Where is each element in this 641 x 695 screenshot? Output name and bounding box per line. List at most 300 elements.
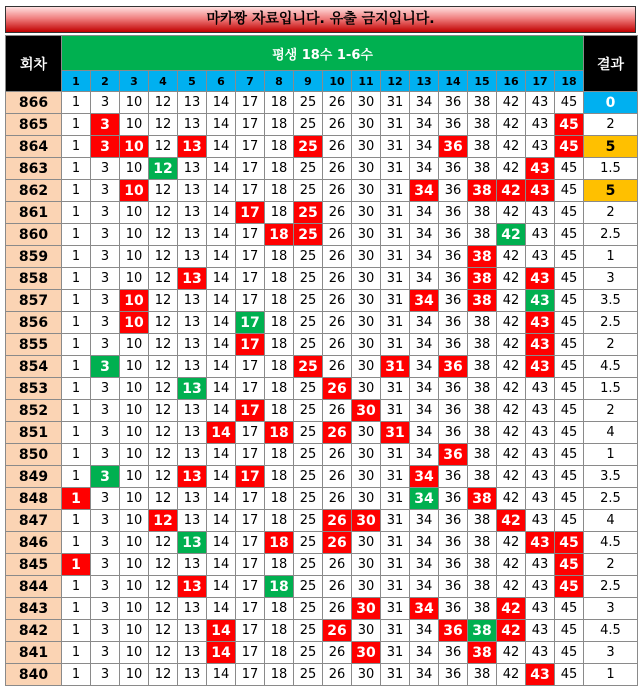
number-cell: 25 [294, 136, 323, 158]
number-cell: 30 [352, 290, 381, 312]
number-cell: 45 [555, 510, 584, 532]
number-cell: 45 [555, 312, 584, 334]
number-cell: 14 [207, 92, 236, 114]
number-cell: 26 [323, 466, 352, 488]
number-cell: 42 [497, 268, 526, 290]
number-cell: 43 [526, 664, 555, 686]
number-cell: 45 [555, 576, 584, 598]
number-cell: 26 [323, 510, 352, 532]
result-cell: 4.5 [584, 356, 638, 378]
result-cell: 4 [584, 510, 638, 532]
column-number-header: 5 [178, 71, 207, 92]
number-cell: 17 [236, 422, 265, 444]
number-cell: 1 [62, 664, 91, 686]
number-cell: 30 [352, 268, 381, 290]
result-cell: 2.5 [584, 576, 638, 598]
number-cell: 31 [381, 488, 410, 510]
number-cell: 12 [149, 444, 178, 466]
number-cell: 3 [91, 158, 120, 180]
grid-body [6, 92, 638, 686]
number-cell: 26 [323, 400, 352, 422]
number-cell: 34 [410, 158, 439, 180]
number-cell: 10 [120, 576, 149, 598]
table-row [6, 268, 638, 290]
number-cell: 1 [62, 224, 91, 246]
round-cell: 850 [6, 444, 62, 466]
number-cell: 42 [497, 642, 526, 664]
number-cell: 43 [526, 598, 555, 620]
number-cell: 30 [352, 554, 381, 576]
number-cell: 14 [207, 158, 236, 180]
number-cell: 10 [120, 268, 149, 290]
round-cell: 841 [6, 642, 62, 664]
number-cell: 26 [323, 114, 352, 136]
number-cell: 36 [439, 400, 468, 422]
number-cell: 10 [120, 136, 149, 158]
number-cell: 42 [497, 510, 526, 532]
number-cell: 45 [555, 180, 584, 202]
number-cell: 25 [294, 642, 323, 664]
number-cell: 45 [555, 290, 584, 312]
number-cell: 10 [120, 510, 149, 532]
number-cell: 1 [62, 466, 91, 488]
number-cell: 1 [62, 642, 91, 664]
table-row [6, 400, 638, 422]
number-cell: 30 [352, 246, 381, 268]
number-cell: 26 [323, 92, 352, 114]
number-cell: 45 [555, 488, 584, 510]
number-cell: 42 [497, 290, 526, 312]
result-cell: 3 [584, 598, 638, 620]
number-cell: 10 [120, 180, 149, 202]
number-cell: 17 [236, 356, 265, 378]
result-cell: 2 [584, 334, 638, 356]
number-cell: 36 [439, 202, 468, 224]
column-number-header: 13 [410, 71, 439, 92]
number-cell: 34 [410, 532, 439, 554]
table-row [6, 510, 638, 532]
table-row [6, 444, 638, 466]
number-cell: 45 [555, 532, 584, 554]
number-cell: 43 [526, 290, 555, 312]
number-cell: 31 [381, 356, 410, 378]
number-cell: 42 [497, 532, 526, 554]
number-cell: 17 [236, 488, 265, 510]
number-cell: 12 [149, 400, 178, 422]
round-cell: 855 [6, 334, 62, 356]
number-cell: 38 [468, 268, 497, 290]
number-cell: 38 [468, 466, 497, 488]
result-cell: 5 [584, 136, 638, 158]
number-cell: 10 [120, 356, 149, 378]
number-cell: 3 [91, 444, 120, 466]
number-cell: 30 [352, 224, 381, 246]
number-cell: 3 [91, 92, 120, 114]
column-number-header: 16 [497, 71, 526, 92]
number-cell: 30 [352, 334, 381, 356]
table-row [6, 356, 638, 378]
table-row [6, 378, 638, 400]
number-cell: 34 [410, 224, 439, 246]
number-cell: 3 [91, 180, 120, 202]
number-cell: 31 [381, 246, 410, 268]
number-cell: 10 [120, 334, 149, 356]
number-cell: 34 [410, 290, 439, 312]
number-cell: 12 [149, 224, 178, 246]
column-number-header: 3 [120, 71, 149, 92]
number-cell: 25 [294, 532, 323, 554]
number-cell: 31 [381, 224, 410, 246]
number-cell: 31 [381, 466, 410, 488]
number-cell: 26 [323, 180, 352, 202]
table-row [6, 664, 638, 686]
number-cell: 1 [62, 268, 91, 290]
number-cell: 34 [410, 488, 439, 510]
number-cell: 17 [236, 334, 265, 356]
number-cell: 31 [381, 642, 410, 664]
number-cell: 10 [120, 422, 149, 444]
number-cell: 26 [323, 620, 352, 642]
number-cell: 34 [410, 664, 439, 686]
number-cell: 25 [294, 92, 323, 114]
number-cell: 34 [410, 202, 439, 224]
number-cell: 25 [294, 224, 323, 246]
round-cell: 842 [6, 620, 62, 642]
number-cell: 1 [62, 136, 91, 158]
table-row [6, 488, 638, 510]
number-cell: 31 [381, 312, 410, 334]
number-cell: 36 [439, 642, 468, 664]
number-cell: 26 [323, 576, 352, 598]
number-cell: 26 [323, 378, 352, 400]
number-cell: 25 [294, 334, 323, 356]
number-cell: 10 [120, 664, 149, 686]
number-cell: 17 [236, 466, 265, 488]
number-cell: 36 [439, 180, 468, 202]
number-cell: 13 [178, 202, 207, 224]
number-cell: 12 [149, 158, 178, 180]
number-cell: 36 [439, 136, 468, 158]
number-cell: 13 [178, 532, 207, 554]
round-cell: 843 [6, 598, 62, 620]
number-cell: 13 [178, 422, 207, 444]
number-cell: 17 [236, 114, 265, 136]
round-cell: 859 [6, 246, 62, 268]
number-cell: 26 [323, 664, 352, 686]
table-row [6, 620, 638, 642]
number-cell: 31 [381, 202, 410, 224]
table-row [6, 246, 638, 268]
number-cell: 10 [120, 158, 149, 180]
number-cell: 25 [294, 598, 323, 620]
number-cell: 1 [62, 400, 91, 422]
round-cell: 844 [6, 576, 62, 598]
number-cell: 43 [526, 114, 555, 136]
number-cell: 36 [439, 224, 468, 246]
number-cell: 45 [555, 114, 584, 136]
number-cell: 25 [294, 246, 323, 268]
number-cell: 1 [62, 158, 91, 180]
number-cell: 36 [439, 378, 468, 400]
number-cell: 25 [294, 466, 323, 488]
number-cell: 17 [236, 554, 265, 576]
number-cell: 18 [265, 224, 294, 246]
number-cell: 12 [149, 642, 178, 664]
result-cell: 3 [584, 642, 638, 664]
number-cell: 34 [410, 598, 439, 620]
number-cell: 36 [439, 444, 468, 466]
number-cell: 13 [178, 554, 207, 576]
result-cell: 1 [584, 444, 638, 466]
column-number-header: 18 [555, 71, 584, 92]
number-cell: 34 [410, 92, 439, 114]
result-cell: 3.5 [584, 290, 638, 312]
number-cell: 45 [555, 378, 584, 400]
round-cell: 840 [6, 664, 62, 686]
number-cell: 18 [265, 158, 294, 180]
number-cell: 14 [207, 334, 236, 356]
number-cell: 43 [526, 400, 555, 422]
number-cell: 45 [555, 202, 584, 224]
number-cell: 30 [352, 356, 381, 378]
number-cell: 13 [178, 466, 207, 488]
number-cell: 45 [555, 92, 584, 114]
number-cell: 17 [236, 444, 265, 466]
number-cell: 12 [149, 576, 178, 598]
number-cell: 36 [439, 158, 468, 180]
number-cell: 31 [381, 664, 410, 686]
number-cell: 31 [381, 114, 410, 136]
table-row [6, 202, 638, 224]
number-cell: 30 [352, 664, 381, 686]
number-cell: 31 [381, 290, 410, 312]
number-cell: 12 [149, 356, 178, 378]
number-cell: 12 [149, 136, 178, 158]
lotto-grid [5, 35, 638, 686]
number-cell: 12 [149, 290, 178, 312]
number-cell: 31 [381, 334, 410, 356]
number-cell: 10 [120, 598, 149, 620]
number-cell: 36 [439, 510, 468, 532]
number-cell: 36 [439, 92, 468, 114]
round-cell: 846 [6, 532, 62, 554]
result-cell: 4.5 [584, 620, 638, 642]
number-cell: 42 [497, 312, 526, 334]
number-cell: 42 [497, 400, 526, 422]
number-cell: 31 [381, 136, 410, 158]
number-cell: 10 [120, 246, 149, 268]
number-cell: 36 [439, 334, 468, 356]
number-cell: 17 [236, 510, 265, 532]
number-cell: 12 [149, 312, 178, 334]
result-cell: 1.5 [584, 378, 638, 400]
table-row [6, 532, 638, 554]
table-row [6, 136, 638, 158]
number-cell: 13 [178, 576, 207, 598]
number-cell: 25 [294, 290, 323, 312]
number-cell: 45 [555, 554, 584, 576]
number-cell: 38 [468, 576, 497, 598]
number-cell: 13 [178, 598, 207, 620]
table-row [6, 598, 638, 620]
number-cell: 17 [236, 378, 265, 400]
number-cell: 14 [207, 620, 236, 642]
number-cell: 42 [497, 114, 526, 136]
number-cell: 43 [526, 224, 555, 246]
number-cell: 3 [91, 136, 120, 158]
number-cell: 12 [149, 378, 178, 400]
number-cell: 10 [120, 554, 149, 576]
number-cell: 1 [62, 378, 91, 400]
number-cell: 17 [236, 224, 265, 246]
number-cell: 38 [468, 334, 497, 356]
number-cell: 30 [352, 312, 381, 334]
number-cell: 25 [294, 554, 323, 576]
number-cell: 14 [207, 510, 236, 532]
number-cell: 3 [91, 466, 120, 488]
number-cell: 13 [178, 114, 207, 136]
table-row [6, 466, 638, 488]
number-cell: 36 [439, 532, 468, 554]
number-cell: 38 [468, 554, 497, 576]
result-cell: 1 [584, 246, 638, 268]
number-cell: 30 [352, 532, 381, 554]
number-cell: 36 [439, 290, 468, 312]
number-cell: 13 [178, 378, 207, 400]
number-cell: 12 [149, 620, 178, 642]
number-cell: 43 [526, 510, 555, 532]
number-cell: 10 [120, 620, 149, 642]
number-cell: 42 [497, 554, 526, 576]
number-cell: 36 [439, 312, 468, 334]
number-cell: 43 [526, 378, 555, 400]
number-cell: 42 [497, 664, 526, 686]
number-cell: 38 [468, 532, 497, 554]
column-number-header: 6 [207, 71, 236, 92]
number-cell: 30 [352, 202, 381, 224]
number-cell: 45 [555, 334, 584, 356]
number-cell: 25 [294, 664, 323, 686]
number-cell: 25 [294, 268, 323, 290]
number-cell: 10 [120, 378, 149, 400]
number-cell: 26 [323, 356, 352, 378]
number-cell: 30 [352, 92, 381, 114]
number-cell: 14 [207, 136, 236, 158]
number-cell: 3 [91, 554, 120, 576]
result-cell: 0 [584, 92, 638, 114]
number-cell: 38 [468, 422, 497, 444]
column-number-header: 4 [149, 71, 178, 92]
round-cell: 857 [6, 290, 62, 312]
number-cell: 14 [207, 554, 236, 576]
number-cell: 12 [149, 268, 178, 290]
number-cell: 31 [381, 510, 410, 532]
column-number-header: 1 [62, 71, 91, 92]
number-cell: 38 [468, 356, 497, 378]
round-cell: 863 [6, 158, 62, 180]
table-row [6, 114, 638, 136]
number-cell: 38 [468, 488, 497, 510]
number-cell: 13 [178, 246, 207, 268]
number-cell: 18 [265, 554, 294, 576]
number-cell: 45 [555, 136, 584, 158]
table-row [6, 642, 638, 664]
number-cell: 10 [120, 642, 149, 664]
number-cell: 17 [236, 180, 265, 202]
number-cell: 34 [410, 576, 439, 598]
number-cell: 38 [468, 598, 497, 620]
number-cell: 10 [120, 488, 149, 510]
number-cell: 43 [526, 444, 555, 466]
table-row [6, 180, 638, 202]
number-cell: 18 [265, 576, 294, 598]
round-cell: 848 [6, 488, 62, 510]
number-cell: 18 [265, 444, 294, 466]
number-cell: 13 [178, 158, 207, 180]
number-cell: 3 [91, 510, 120, 532]
number-cell: 30 [352, 158, 381, 180]
number-cell: 25 [294, 356, 323, 378]
number-cell: 42 [497, 444, 526, 466]
number-cell: 34 [410, 510, 439, 532]
number-cell: 26 [323, 136, 352, 158]
number-cell: 10 [120, 114, 149, 136]
number-cell: 25 [294, 510, 323, 532]
number-cell: 36 [439, 356, 468, 378]
number-cell: 14 [207, 312, 236, 334]
number-cell: 26 [323, 268, 352, 290]
number-cell: 42 [497, 180, 526, 202]
number-cell: 3 [91, 334, 120, 356]
number-cell: 26 [323, 422, 352, 444]
number-cell: 13 [178, 180, 207, 202]
number-cell: 13 [178, 642, 207, 664]
number-cell: 13 [178, 510, 207, 532]
number-cell: 25 [294, 576, 323, 598]
number-cell: 14 [207, 378, 236, 400]
number-cell: 3 [91, 642, 120, 664]
number-cell: 17 [236, 312, 265, 334]
number-cell: 38 [468, 290, 497, 312]
number-cell: 17 [236, 268, 265, 290]
round-cell: 854 [6, 356, 62, 378]
number-cell: 34 [410, 180, 439, 202]
number-cell: 3 [91, 246, 120, 268]
number-cell: 17 [236, 620, 265, 642]
number-cell: 34 [410, 312, 439, 334]
number-cell: 17 [236, 598, 265, 620]
result-cell: 5 [584, 180, 638, 202]
number-cell: 13 [178, 664, 207, 686]
number-cell: 25 [294, 158, 323, 180]
number-cell: 3 [91, 202, 120, 224]
number-cell: 34 [410, 114, 439, 136]
result-cell: 2 [584, 114, 638, 136]
number-cell: 34 [410, 136, 439, 158]
column-number-header: 7 [236, 71, 265, 92]
number-cell: 42 [497, 488, 526, 510]
number-cell: 14 [207, 488, 236, 510]
number-cell: 18 [265, 290, 294, 312]
number-cell: 1 [62, 510, 91, 532]
number-cell: 13 [178, 334, 207, 356]
number-cell: 17 [236, 246, 265, 268]
number-cell: 14 [207, 598, 236, 620]
number-cell: 10 [120, 92, 149, 114]
column-number-row [6, 71, 638, 92]
number-cell: 31 [381, 378, 410, 400]
result-cell: 4.5 [584, 532, 638, 554]
